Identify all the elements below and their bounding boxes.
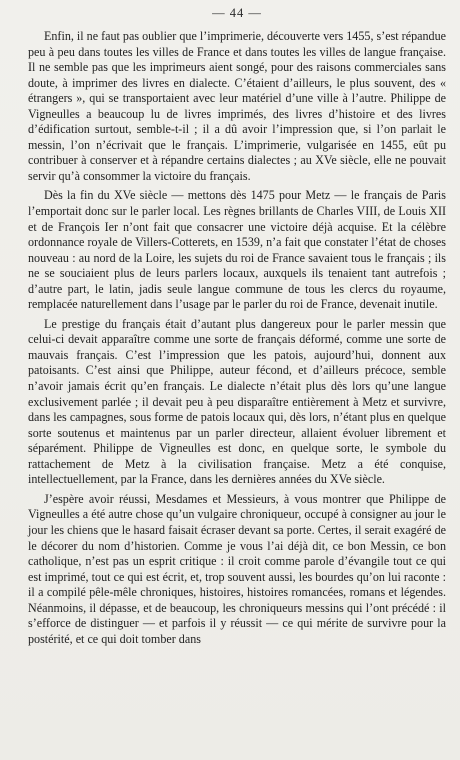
paragraph-1: Enfin, il ne faut pas oublier que l’imprimerie, découverte vers 1455, s’est répandue peu à peu dans toutes les villes de France et dans toutes les villes de langue française. Il ne semble pas que les imprimeurs aient songé, pour des raisons commerciales sans doute, à imprimer des livres en dialecte. C’étaient d’ailleurs, le plus souvent, des « étrangers », qui se transportaient avec leur matériel d’une ville à l’autre. Philippe de Vigneulles a beaucoup lu de livres imprimés, des livres d’histoire et des livres d’édification surtout, semble-t-il ; il a dû avoir l’impression que, si l’on parlait le messin, l’on n’écrivait que le français. L’imprimerie, vulgarisée en 1455, eût pu contribuer à conserver et à répandre certains dialectes ; au XVe siècle, elle ne pouvait servir qu’à consommer la victoire du français. [28,29,446,183]
paragraph-3: Le prestige du français était d’autant plus dangereux pour le parler messin que celui-ci devait apparaître comme une sorte de français déformé, comme une sorte de mauvais français. C’est l’impression que les patois, aujourd’hui, donnent aux patoisants. C’est ainsi que Philippe, auteur fécond, et d’ailleurs précoce, semble n’avoir jamais écrit qu’en français. Le dialecte n’était plus dès lors qu’une langue exclusivement parlée ; il devait peu à peu disparaître entièrement à Metz et survivre, dans les campagnes, sous forme de patois locaux qui, dès lors, n’étant plus en quelque sorte soutenus et maintenus par un parler directeur, allaient évoluer librement et séparément. Philippe de Vigneulles est donc, en quelque sorte, le symbole du rattachement de Metz à la civilisation française. Metz a été conquise, intellectuellement, par la France, dans les dernières années du XVe siècle. [28,316,446,487]
paragraph-2: Dès la fin du XVe siècle — mettons dès 1475 pour Metz — le français de Paris l’emportait donc sur le parler local. Les règnes brillants de Charles VIII, de Louis XII et de François Ier n’ont fait que consacrer une victoire déjà acquise. Et la célèbre ordonnance royale de Villers-Cotterets, en 1539, n’a fait que constater l’état de choses nouveau : au nord de la Loire, les sujets du roi de France savaient tous le français ; ils ne se souciaient plus de leurs parlers locaux, auxquels ils tenaient tant autrefois ; d’autre part, le latin, jadis seule langue commune de tous les clercs du royaume, remplacée naturellement dans l’usage par le parler du roi de France, devenait inutile. [28,188,446,312]
page-number-header: — 44 — [212,6,262,20]
body-text [28,29,446,647]
paragraph-4: J’espère avoir réussi, Mesdames et Messieurs, à vous montrer que Philippe de Vigneulles a été autre chose qu’un vulgaire chroniqueur, occupé à consigner au jour le jour les chiens que le hasard faisait écraser devant sa porte. Certes, il serait exagéré de le décorer du nom d’historien. Comme je vous l’ai déjà dit, ce bon Messin, ce bon catholique, n’est pas un esprit critique : il croit comme parole d’évangile tout ce qui est imprimé, tout ce qui est écrit, et, trop souvent aussi, les bourdes qu’on lui raconte : il a compilé pêle-mêle chroniques, histoires, histoires romancées, romans et légendes. Néanmoins, il dépasse, et de beaucoup, les chroniqueurs messins qui l’ont précédé : il s’efforce de distinguer — et parfois il y réussit — ce qui mérite de survivre pour la postérité, et ce qui doit tomber dans [28,491,446,646]
